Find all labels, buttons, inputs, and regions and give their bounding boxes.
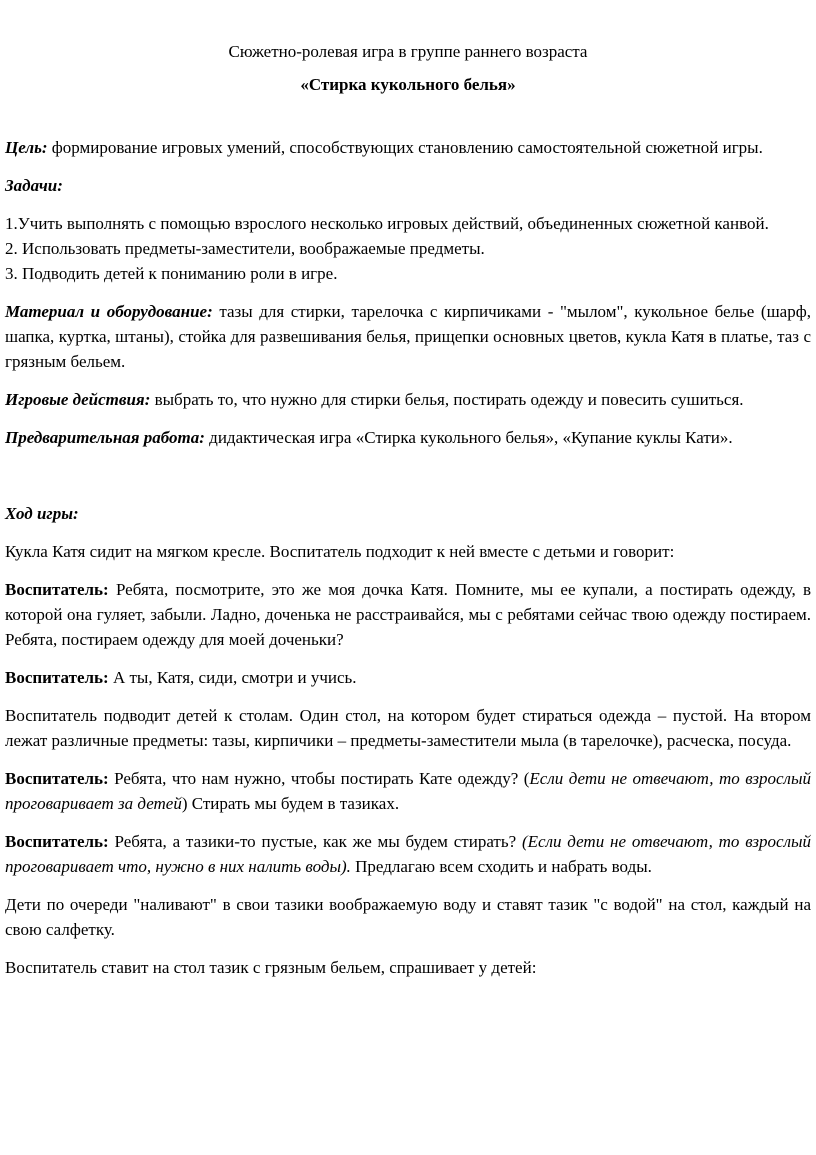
teacher-line-1 bbox=[5, 578, 811, 653]
text-run: Ход игры: bbox=[5, 503, 79, 523]
text-run: (Если дети не отвечают, то взрослый проговаривает что, нужно в них налить воды). bbox=[5, 831, 811, 876]
goal-paragraph bbox=[5, 136, 811, 161]
text-run: Предварительная работа: bbox=[5, 427, 210, 447]
text-run: формирование игровых умений, способствующих становлению самостоятельной сюжетной игры. bbox=[51, 137, 763, 157]
text-run: Воспитатель: bbox=[5, 831, 115, 851]
text-run: Игровые действия: bbox=[5, 389, 155, 409]
teacher-line-2 bbox=[5, 666, 811, 691]
text-run: дидактическая игра «Стирка кукольного белья», «Купание куклы Кати». bbox=[209, 427, 733, 447]
narration-4 bbox=[5, 956, 811, 981]
text-run: Воспитатель: bbox=[5, 667, 113, 687]
document-body bbox=[5, 98, 811, 981]
teacher-line-3 bbox=[5, 767, 811, 817]
text-run: Ребята, а тазики-то пустые, как же мы будем стирать? bbox=[114, 831, 522, 851]
task-item-3 bbox=[5, 262, 811, 287]
text-run: Материал и оборудование: bbox=[5, 301, 220, 321]
text-run: А ты, Катя, сиди, смотри и учись. bbox=[112, 667, 357, 687]
gap-after-title bbox=[5, 98, 811, 136]
text-run: Предлагаю всем сходить и набрать воды. bbox=[350, 856, 652, 876]
document-page bbox=[5, 40, 811, 981]
materials-paragraph bbox=[5, 300, 811, 375]
text-run: 1.Учить выполнять с помощью взрослого несколько игровых действий, объединенных сюжетной канвой. bbox=[5, 213, 769, 233]
narration-1 bbox=[5, 540, 811, 565]
text-run: Воспитатель подводит детей к столам. Один стол, на котором будет стираться одежда – пустой. На втором лежат различные предметы: тазы, кирпичики – предметы-заместители мыла (в тарелочке), расческа, посуда. bbox=[5, 705, 811, 750]
tasks-heading bbox=[5, 174, 811, 199]
preliminary-work-paragraph bbox=[5, 426, 811, 451]
text-run: Ребята, что нам нужно, чтобы постирать Кате одежду? ( bbox=[114, 768, 530, 788]
text-run: Воспитатель: bbox=[5, 579, 116, 599]
text-run: 3. Подводить детей к пониманию роли в игре. bbox=[5, 263, 338, 283]
text-run: 2. Использовать предметы-заместители, воображаемые предметы. bbox=[5, 238, 485, 258]
document-subtitle: «Стирка кукольного белья» bbox=[300, 74, 516, 94]
text-run: Если дети не отвечают, то взрослый проговаривает за детей bbox=[5, 768, 811, 813]
gap-before-game-flow bbox=[5, 464, 811, 502]
document-title: Сюжетно-ролевая игра в группе раннего возраста bbox=[228, 42, 588, 61]
text-run: ) Стирать мы будем в тазиках. bbox=[181, 793, 400, 813]
game-actions-paragraph bbox=[5, 388, 811, 413]
text-run: Цель: bbox=[5, 137, 52, 157]
text-run: тазы для стирки, тарелочка с кирпичиками - "мылом", кукольное белье (шарф, шапка, куртка, штаны), стойка для развешивания белья, прищепки основных цветов, кукла Катя в платье, таз с грязным бельем. bbox=[5, 301, 811, 371]
task-item-1 bbox=[5, 212, 811, 237]
task-item-2 bbox=[5, 237, 811, 262]
text-run: Воспитатель ставит на стол тазик с грязным бельем, спрашивает у детей: bbox=[5, 957, 537, 977]
game-flow-heading bbox=[5, 502, 811, 527]
text-run: Дети по очереди "наливают" в свои тазики воображаемую воду и ставят тазик "с водой" на стол, каждый на свою салфетку. bbox=[5, 894, 811, 939]
narration-2 bbox=[5, 704, 811, 754]
text-run: Воспитатель: bbox=[5, 768, 115, 788]
text-run: Кукла Катя сидит на мягком кресле. Воспитатель подходит к ней вместе с детьми и говорит: bbox=[5, 541, 675, 561]
teacher-line-4 bbox=[5, 830, 811, 880]
text-run: выбрать то, что нужно для стирки белья, постирать одежду и повесить сушиться. bbox=[154, 389, 744, 409]
narration-3 bbox=[5, 893, 811, 943]
text-run: Ребята, посмотрите, это же моя дочка Катя. Помните, мы ее купали, а постирать одежду, в которой она гуляет, забыли. Ладно, доченька не расстраивайся, мы с ребятами сейчас твою одежду постираем. Ребята, постираем одежду для моей доченьки? bbox=[5, 579, 811, 649]
text-run: Задачи: bbox=[5, 175, 63, 195]
